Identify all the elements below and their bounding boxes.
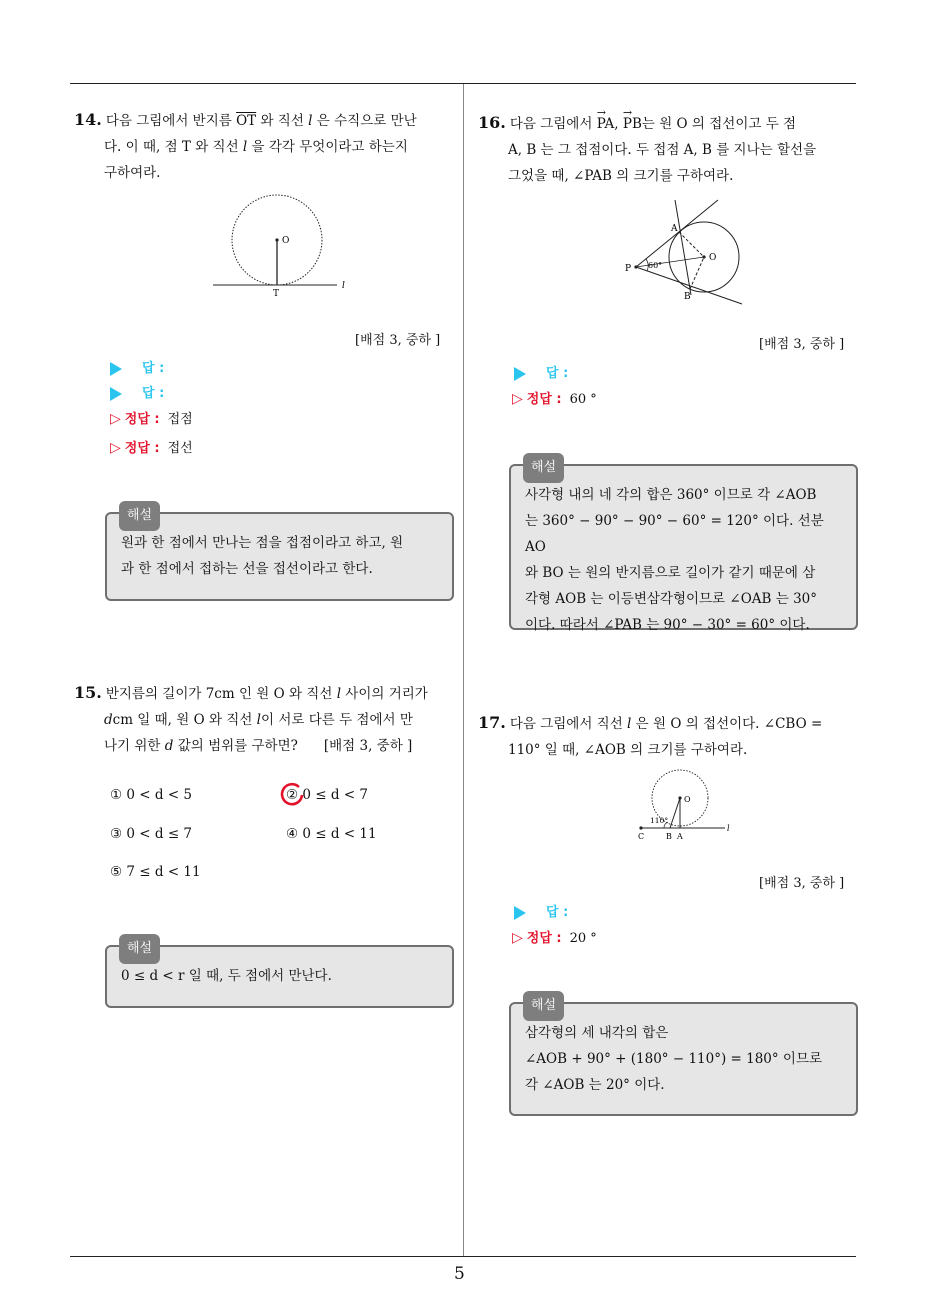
question-17-text: 17. 다음 그림에서 직선 l 은 원 O 의 접선이다. ∠CBO = 110° 일 때, ∠AOB 의 크기를 구하여라. <box>478 713 823 758</box>
triangle-outline-icon: ▷ <box>512 930 523 946</box>
point-p <box>634 265 637 268</box>
option-5[interactable]: ⑤ 7 ≤ d < 11 <box>110 864 201 880</box>
page-number: 5 <box>454 1264 465 1284</box>
score-q14: [배점 3, 중하 ] <box>355 333 441 348</box>
secant-ab <box>675 200 691 295</box>
label-angle: 110° <box>650 816 669 825</box>
label-l: l <box>342 281 345 291</box>
center-point <box>702 255 705 258</box>
label-a: A <box>677 832 683 841</box>
triangle-outline-icon: ▷ <box>512 391 523 407</box>
label-o: O <box>709 253 717 263</box>
question-15 <box>74 680 454 759</box>
play-icon <box>110 362 122 376</box>
q17-tangent-figure <box>630 768 740 848</box>
question-16 <box>478 110 858 189</box>
question-15-text: 15. 반지름의 길이가 7cm 인 원 O 와 직선 l 사이의 거리가 dcm 일 때, 원 O 와 직선 l이 서로 다른 두 점에서 만 나기 위한 d 값의 범위를 구하면? [배점 3, 중하 ] <box>74 683 428 754</box>
triangle-outline-icon: ▷ <box>110 440 121 456</box>
bottom-rule <box>70 1256 856 1257</box>
label-b: B <box>666 832 672 841</box>
play-icon <box>110 387 122 401</box>
label-angle: 60° <box>648 261 663 270</box>
explanation-q14: 해설 원과 한 점에서 만나는 점을 접점이라고 하고, 원 과 한 점에서 접하는 선을 접선이라고 한다. <box>105 512 454 601</box>
play-icon <box>514 906 526 920</box>
point-c <box>639 826 642 829</box>
selected-mark-icon <box>278 781 306 807</box>
correct-answer-1: ▷ 정답 : 접점 <box>110 411 193 427</box>
question-number: 17. <box>478 713 506 732</box>
answer-field-2[interactable]: 답 : <box>110 382 164 401</box>
center-point <box>275 238 278 241</box>
center-point <box>678 796 681 799</box>
label-a: A <box>671 224 678 234</box>
correct-answer-2: ▷ 정답 : 접선 <box>110 440 193 456</box>
question-14 <box>74 107 454 186</box>
question-number: 16. <box>478 113 506 132</box>
triangle-outline-icon: ▷ <box>110 411 121 427</box>
question-17 <box>478 710 858 763</box>
option-2[interactable]: ② 0 ≤ d < 7 <box>286 787 369 803</box>
q16-tangent-figure <box>620 195 750 310</box>
correct-answer: ▷ 정답 : 60 ° <box>512 391 597 407</box>
label-p: P <box>625 264 632 274</box>
column-divider <box>463 84 464 1256</box>
score-q17: [배점 3, 중하 ] <box>759 876 845 891</box>
question-number: 14. <box>74 110 102 129</box>
question-16-text: 16. 다음 그림에서 → PA, → PB는 원 O 의 접선이고 두 점 A, B 는 그 접점이다. 두 접점 A, B 를 지나는 할선을 그었을 때, ∠PAB 의 크기를 구하여라. <box>478 110 858 189</box>
answer-field-1[interactable]: 답 : <box>514 362 568 381</box>
q14-circle-figure <box>205 190 365 305</box>
play-icon <box>514 367 526 381</box>
correct-answer: ▷ 정답 : 20 ° <box>512 930 597 946</box>
segment-ob <box>670 798 680 828</box>
segment-bo <box>690 257 704 289</box>
label-l: l <box>727 824 730 833</box>
label-o: O <box>282 236 290 246</box>
explanation-tag: 해설 <box>119 501 160 531</box>
explanation-tag: 해설 <box>119 934 160 964</box>
answer-field-1[interactable]: 답 : <box>110 357 164 376</box>
option-4[interactable]: ④ 0 ≤ d < 11 <box>286 826 377 842</box>
explanation-q15: 해설 0 ≤ d < r 일 때, 두 점에서 만난다. <box>105 945 454 1008</box>
explanation-tag: 해설 <box>523 991 564 1021</box>
label-b: B <box>684 292 691 302</box>
explanation-tag: 해설 <box>523 453 564 483</box>
question-number: 15. <box>74 683 102 702</box>
label-o: O <box>684 795 691 804</box>
option-1[interactable]: ① 0 < d < 5 <box>110 787 193 803</box>
answer-field-1[interactable]: 답 : <box>514 901 568 920</box>
question-14-text: 14. 다음 그림에서 반지름 $\overline{OT}$ 와 직선 l 은 수직으로 만난 다. 이 때, 점 T 와 직선 l 을 각각 무엇이라고 하는지 구하여라. <box>74 110 417 181</box>
score-q16: [배점 3, 중하 ] <box>759 337 845 352</box>
label-c: C <box>638 832 645 841</box>
explanation-q17: 해설 삼각형의 세 내각의 합은 ∠AOB + 90° + (180° − 110°) = 180° 이므로 각 ∠AOB 는 20° 이다. <box>509 1002 858 1116</box>
explanation-q16: 해설 사각형 내의 네 각의 합은 360° 이므로 각 ∠AOB 는 360° − 90° − 90° − 60° = 120° 이다. 선분 AO 와 BO 는 원의 반지름으로 길이가 같기 때문에 삼 각형 AOB 는 이등변삼각형이므로 ∠OAB 는 30° 이다. 따라서 ∠PAB 는 90° − 30° = 60° 이다. <box>509 464 858 630</box>
label-t: T <box>273 289 280 299</box>
option-3[interactable]: ③ 0 < d ≤ 7 <box>110 826 193 842</box>
